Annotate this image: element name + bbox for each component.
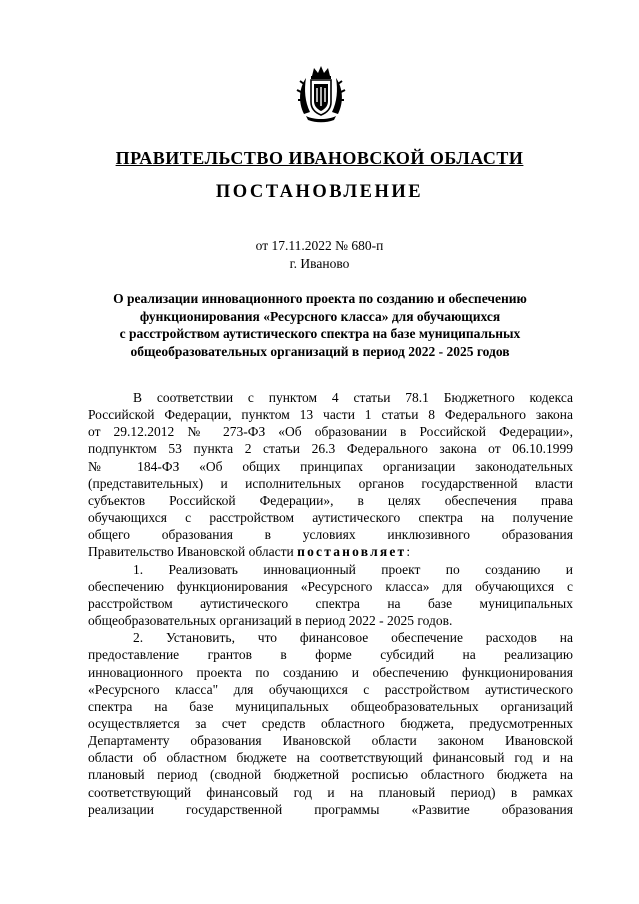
- coat-of-arms-icon: [296, 62, 346, 124]
- body-line: (представительных) и исполнительных органов государственной власти: [88, 475, 573, 491]
- subject-line: О реализации инновационного проекта по созданию и обеспечению: [113, 291, 527, 306]
- item-2-line: области об областном бюджете на соответствующий финансовый год и на: [88, 750, 573, 766]
- city: г. Иваново: [289, 256, 350, 271]
- item-2-line: Департаменту образования Ивановской области законом Ивановской: [88, 733, 573, 749]
- subject-line: общеобразовательных организаций в период 2022 - 2025 годов: [130, 343, 510, 359]
- item-1-line: 1. Реализовать инновационный проект по созданию и: [133, 561, 573, 577]
- item-2-line: 2. Установить, что финансовое обеспечение расходов на: [133, 630, 573, 646]
- item-1-line: расстройством аутистического спектра на базе муниципальных: [88, 595, 573, 611]
- body-line: В соответствии с пунктом 4 статьи 78.1 Бюджетного кодекса: [133, 390, 573, 405]
- body-line: Правительство Ивановской области постановляет:: [88, 544, 411, 560]
- item-2-line: реализации государственной программы «Развитие образования: [88, 801, 573, 817]
- document-body: [88, 389, 573, 818]
- body-line: субъектов Российской Федерации», в целях обеспечения права: [88, 492, 573, 508]
- item-2-line: «Ресурсного класса" для обучающихся с расстройством аутистического: [88, 681, 573, 697]
- item-2-line: спектра на базе муниципальных общеобразовательных организаций: [88, 698, 573, 714]
- item-2-line: соответствующий финансовый год и на плановый период) в рамках: [88, 784, 573, 800]
- body-line-text: Правительство Ивановской области: [88, 544, 294, 560]
- body-line: от 29.12.2012 № 273-ФЗ «Об образовании в Российской Федерации»,: [88, 424, 573, 440]
- subject-line: функционирования «Ресурсного класса» для обучающихся: [139, 308, 501, 324]
- item-2-line: предоставление грантов в форме субсидий на реализацию: [88, 647, 573, 663]
- document-subject: [80, 290, 560, 360]
- body-line: подпунктом 53 пункта 2 статьи 26.3 Федерального закона от 06.10.1999: [88, 441, 573, 457]
- resolves-word: постановляет: [297, 544, 407, 560]
- item-1-line: общеобразовательных организаций в период 2022 - 2025 годов.: [88, 613, 453, 629]
- date-number: от 17.11.2022 № 680-п: [255, 238, 384, 253]
- document-type: ПОСТАНОВЛЕНИЕ: [215, 182, 424, 202]
- body-line: общего образования в условиях инклюзивного образования: [88, 527, 573, 543]
- item-1-line: обеспечению функционирования «Ресурсного класса» для обучающихся с: [88, 578, 573, 594]
- subject-line: с расстройством аутистического спектра на базе муниципальных: [119, 326, 521, 341]
- item-2-line: плановый период (сводной бюджетной росписью областного бюджета на: [88, 767, 573, 783]
- item-2-line: инновационного проекта по созданию и обеспечению функционирования: [88, 664, 573, 680]
- body-line: обучающихся с расстройством аутистического спектра на получение: [88, 510, 573, 526]
- body-line: Российской Федерации, пунктом 13 части 1 статьи 8 Федерального закона: [88, 407, 573, 423]
- item-2-line: осуществляется за счет средств областного бюджета, предусмотренных: [88, 715, 573, 731]
- body-line: № 184-ФЗ «Об общих принципах организации законодательных: [88, 458, 573, 474]
- government-name: ПРАВИТЕЛЬСТВО ИВАНОВСКОЙ ОБЛАСТИ: [115, 148, 524, 168]
